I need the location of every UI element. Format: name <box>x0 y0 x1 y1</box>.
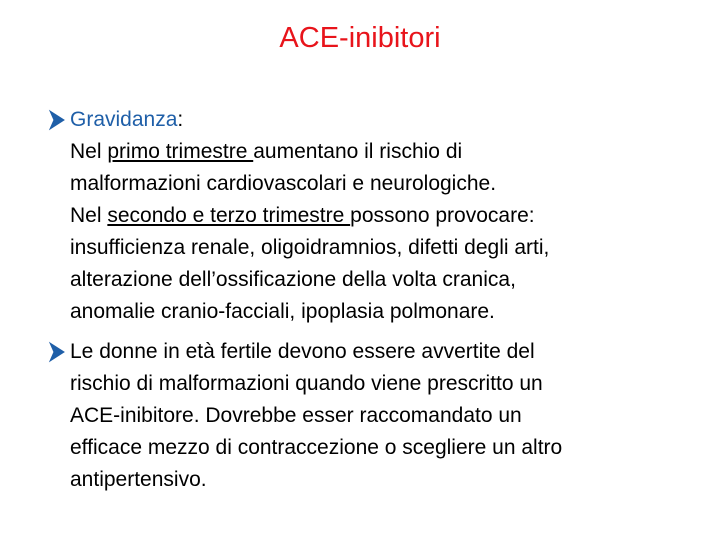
underlined-text: primo trimestre <box>107 140 254 163</box>
text-fragment: Nel <box>70 204 108 227</box>
text-line: ACE-inibitore. Dovrebbe esser raccomandato un <box>70 404 522 427</box>
text-fragment: possono provocare: <box>350 204 535 227</box>
slide-title: ACE-inibitori <box>279 22 441 54</box>
bullet-gravidanza-text <box>70 104 698 328</box>
text-line: insufficienza renale, oligoidramnios, difetti degli arti, <box>70 236 550 259</box>
text-line: antipertensivo. <box>70 468 207 491</box>
bullet-gravidanza <box>48 104 698 328</box>
text-line: anomalie cranio-facciali, ipoplasia polmonare. <box>70 300 495 323</box>
text-line: rischio di malformazioni quando viene prescritto un <box>70 372 543 395</box>
text-line: efficace mezzo di contraccezione o scegliere un altro <box>70 436 563 459</box>
text-fragment: Nel <box>70 140 108 163</box>
bullet-donne-eta-fertile <box>48 336 698 496</box>
bullet-donne-text <box>70 336 698 496</box>
arrow-bullet-icon <box>48 107 66 133</box>
bullet-heading: Gravidanza <box>70 108 178 131</box>
text-line <box>70 200 698 232</box>
text-line <box>70 136 698 168</box>
text-fragment: aumentano il rischio di <box>253 140 463 163</box>
text-line: malformazioni cardiovascolari e neurologiche. <box>70 172 497 195</box>
bullet-heading-colon: : <box>177 108 184 131</box>
text-line: Le donne in età fertile devono essere avvertite del <box>70 340 535 363</box>
underlined-text: secondo e terzo trimestre <box>107 204 351 227</box>
text-line: alterazione dell’ossificazione della volta cranica, <box>70 268 516 291</box>
bullet-heading-line <box>70 104 698 136</box>
arrow-bullet-icon <box>48 339 66 365</box>
